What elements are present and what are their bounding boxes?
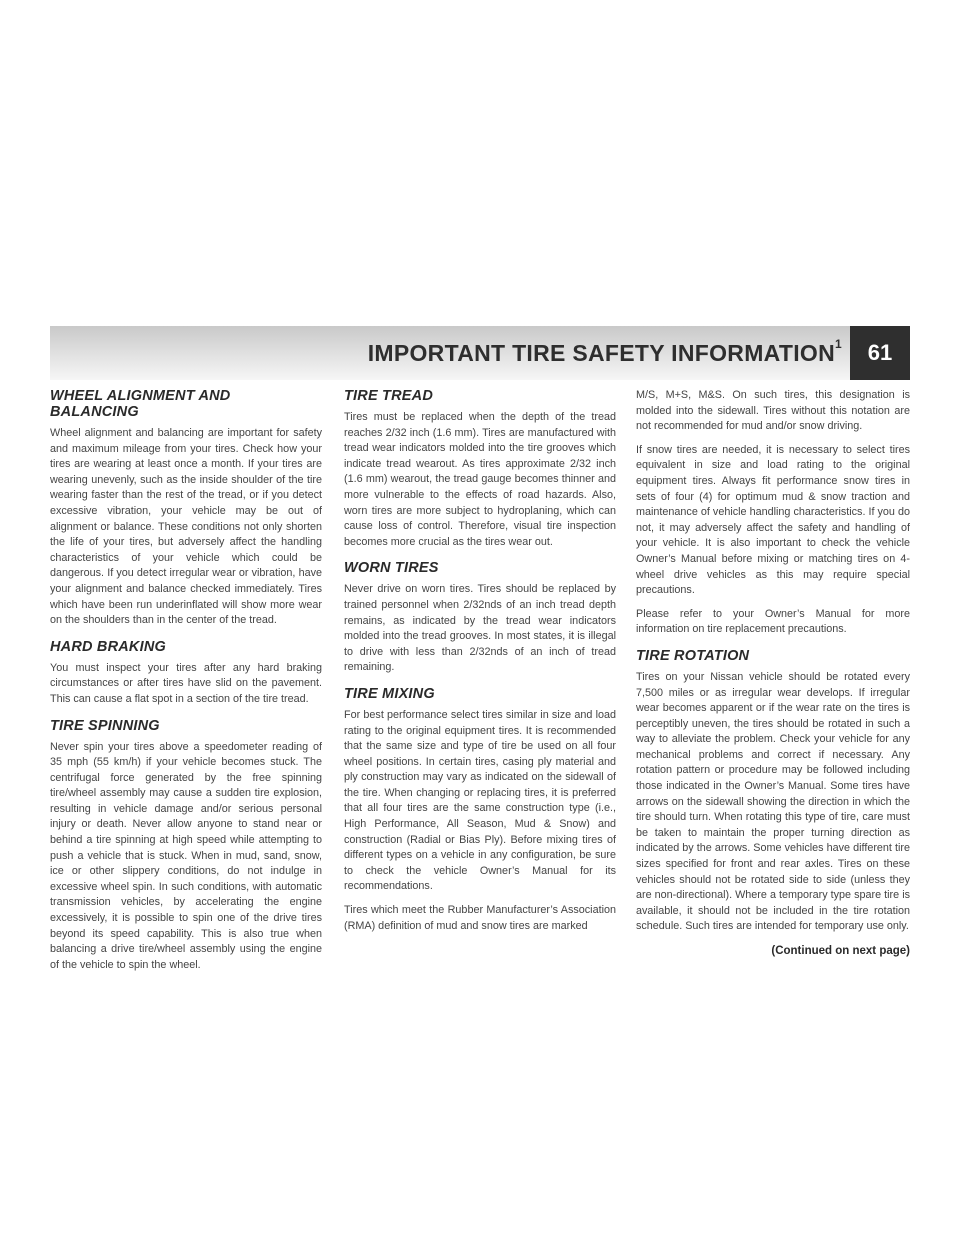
- section-tire-mixing: [344, 686, 616, 934]
- section-worn-tires: [344, 560, 616, 676]
- section-tire-rotation: [636, 648, 910, 935]
- section-tire-spinning: [50, 718, 322, 974]
- section-body: Wheel alignment and balancing are important for safety and maximum mileage from your tires. Check how your tires are wearing at least once a month. If your tires are wearing unevenly, such as the inside shoulder of the tire wearing faster than the rest of the tread, or if you detect excessive vibration, your vehicle may be out of alignment or balance. These conditions not only shorten the life of your tires, but adversely affect the handling characteristics of your vehicle which could be dangerous. If you detect irregular wear or vibration, have your alignment and balance checked immediately. Tires which have been run underinflated will show more wear on the shoulders than in the center of the tread.: [50, 427, 322, 627]
- title-footnote-marker: 1: [835, 337, 842, 351]
- section-body: You must inspect your tires after any hard braking circumstances or after tires have slid on the pavement. This can cause a flat spot in a section of the tire tread.: [50, 661, 322, 705]
- section-body-continued: Tires which meet the Rubber Manufacturer’s Association (RMA) definition of mud and snow tires are marked: [344, 904, 616, 932]
- section-tire-tread: [344, 388, 616, 550]
- page-header: [50, 326, 850, 380]
- column-1: [50, 388, 322, 983]
- section-body: Never spin your tires above a speedometer reading of 35 mph (55 km/h) if your vehicle becomes stuck. The centrifugal force generated by the free spinning tire/wheel assembly may cause a sudden tire explosion, resulting in vehicle damage and/or serious personal injury or death. Never allow anyone to stand near or behind a tire spinning at high speed while attempting to push a vehicle that is stuck. When in mud, sand, snow, ice or other slippery conditions, do not indulge in excessive wheel spin. In such conditions, with automatic transmission vehicles, by accelerating the engine excessively, it is possible to spin one of the drive tires beyond its speed capability. This is also true when balancing a drive tire/wheel assembly using the engine of the vehicle to spin the wheel.: [50, 740, 322, 971]
- page-number: 61: [850, 326, 910, 380]
- section-hard-braking: [50, 639, 322, 708]
- paragraph: M/S, M+S, M&S. On such tires, this designation is molded into the sidewall. Tires without this notation are not recommended for mud and/or snow driving.: [636, 389, 910, 433]
- section-wheel-alignment: [50, 388, 322, 629]
- page-title: IMPORTANT TIRE SAFETY INFORMATION$^1$: [367, 337, 842, 366]
- column-3: [636, 388, 910, 957]
- paragraph: If snow tires are needed, it is necessary to select tires equivalent in size and load rating to the original equipment tires. Always fit performance snow tires in sets of four (4) for optimum mud & snow traction and maintenance of vehicle handling characteristics. If you do not, it may adversely affect the safety and handling of your vehicle. It is also important to check the vehicle Owner’s Manual before mixing or matching tires on 4-wheel drive vehicles as this may require special precautions.: [636, 443, 910, 597]
- section-body: Never drive on worn tires. Tires should be replaced by trained personnel when 2/32nds of an inch tread depth remains, as indicated by the tread wear indicators molded into the tread grooves. In most states, it is illegal to drive with less than 2/32nds of an inch of tread remaining.: [344, 583, 616, 674]
- section-body: Tires must be replaced when the depth of the tread reaches 2/32 inch (1.6 mm). Tires are manufactured with tread wear indicators molded into the tire grooves which indicate tread wearout. As tires approximate 2/32 inch (1.6 mm) wearout, the tread gauge becomes thinner and more vulnerable to the effects of road hazards. Also, worn tires are more subject to hydroplaning, which can cause loss of control. Therefore, visual tire inspection becomes more crucial as the tires wear out.: [344, 411, 616, 548]
- section-heading: TIRE ROTATION: [636, 647, 750, 664]
- section-mud-snow-continued: [636, 388, 910, 638]
- column-2: [344, 388, 616, 944]
- section-heading: TIRE SPINNING: [50, 717, 160, 734]
- section-heading: TIRE TREAD: [344, 388, 433, 404]
- section-body: For best performance select tires similar in size and load rating to the original equipment tires. It is recommended that the same size and type of tire be used on all four wheel positions. In certain tires, casing ply material and ply construction may vary as indicated on the sidewall of the tire. When changing or replacing tires, it is preferred that all four tires are the same construction type (i.e., High Performance, All Season, Mud & Snow) and construction (Radial or Bias Ply). Before mixing tires of different types on a vehicle in any configuration, be sure to check the vehicle Owner’s Manual for its recommendations.: [344, 708, 616, 893]
- paragraph: Please refer to your Owner’s Manual for more information on tire replacement precautions.: [636, 607, 910, 636]
- section-heading: WHEEL ALIGNMENT AND BALANCING: [50, 388, 231, 420]
- section-body: Tires on your Nissan vehicle should be rotated every 7,500 miles or as irregular wear develops. If irregular wear becomes apparent or if the wear rate on the tires is perceptibly uneven, the tires should be rotated in such a way to alleviate the problem. Check your vehicle for any mechanical problems and correct if necessary. Any rotation pattern or procedure may be followed including those indicated in the Owner’s Manual. Some tires have arrows on the sidewall showing the direction in which the tire should turn. When rotating this type of tire, care must be taken to maintain the proper turning direction as indicated by the arrows. Some vehicles have different tire sizes specified for front and rear axles. Tires on these vehicles should not be rotated side to side (unless they are non-directional). Where a temporary type spare tire is available, it should not be included in the tire rotation schedule. Such tires are intended for temporary use only.: [636, 670, 910, 933]
- continued-note: (Continued on next page): [771, 945, 910, 957]
- section-heading: WORN TIRES: [344, 560, 439, 577]
- section-heading: TIRE MIXING: [344, 685, 435, 702]
- section-heading: HARD BRAKING: [50, 638, 166, 655]
